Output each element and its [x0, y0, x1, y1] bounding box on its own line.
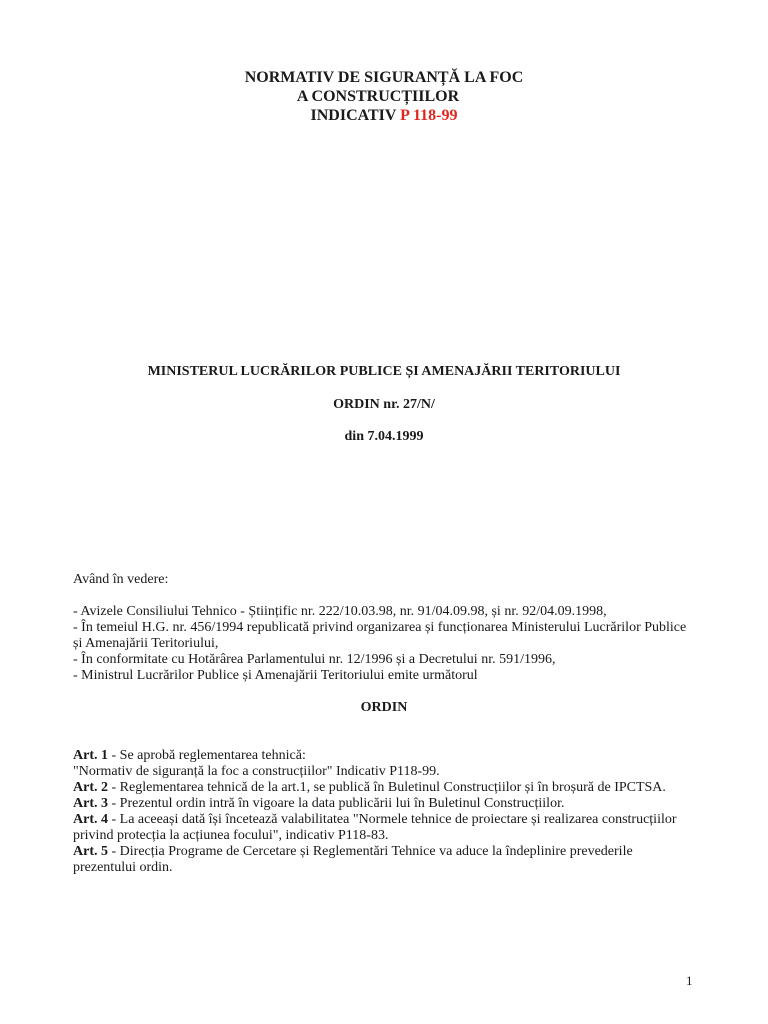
- ministry-name: MINISTERUL LUCRĂRILOR PUBLICE ȘI AMENAJĂRII TERITORIULUI: [147, 364, 621, 379]
- article-label: Art. 2: [73, 780, 108, 795]
- consideration-item: - În conformitate cu Hotărârea Parlamentului nr. 12/1996 și a Decretului nr. 591/1996,: [73, 652, 556, 667]
- title-line-1: NORMATIV DE SIGURANȚĂ LA FOC: [244, 69, 524, 86]
- order-number: ORDIN nr. 27/N/: [333, 397, 435, 412]
- article-text: - Reglementarea tehnică de la art.1, se publică în Buletinul Construcțiilor și în broșură de IPCTSA.: [108, 780, 666, 795]
- article-text: - Direcția Programe de Cercetare și Reglementări Tehnice va aduce la îndeplinire prevederile prezentului ordin.: [73, 844, 633, 875]
- page-number: 1: [686, 973, 693, 988]
- article-item: [73, 748, 693, 764]
- article-text: "Normativ de siguranță la foc a construcțiilor" Indicativ P118-99.: [73, 764, 440, 779]
- articles-list: [73, 748, 693, 876]
- article-text: - Se aprobă reglementarea tehnică:: [108, 748, 306, 763]
- article-label: Art. 1: [73, 748, 108, 763]
- document-title: [0, 68, 768, 125]
- article-item: [73, 780, 693, 796]
- consideration-item: - Avizele Consiliului Tehnico - Științific nr. 222/10.03.98, nr. 91/04.09.98, și nr. 92/04.09.1998,: [73, 604, 607, 619]
- ordin-heading: ORDIN: [360, 700, 408, 715]
- article-item: [73, 796, 693, 812]
- consideration-item: - În temeiul H.G. nr. 456/1994 republicată privind organizarea și funcționarea Ministerului Lucrărilor Publice și Amenajării Teritoriului,: [73, 620, 687, 651]
- title-line-2: A CONSTRUCȚIILOR: [296, 88, 460, 105]
- title-indicativ-code: P 118-99: [400, 107, 458, 124]
- order-date: din 7.04.1999: [344, 429, 424, 444]
- intro-text: Având în vedere:: [73, 572, 169, 587]
- considerations-list: [73, 604, 693, 684]
- article-item: [73, 844, 693, 876]
- title-indicativ-label: INDICATIV: [310, 107, 401, 124]
- article-item: [73, 764, 693, 780]
- title-line-3: [0, 106, 768, 125]
- article-text: - La aceeași dată își încetează valabilitatea "Normele tehnice de proiectare și realizarea construcțiilor privind protecția la acțiunea focului", indicativ P118-83.: [73, 812, 677, 843]
- consideration-item: - Ministrul Lucrărilor Publice și Amenajării Teritoriului emite următorul: [73, 668, 478, 683]
- article-item: [73, 812, 693, 844]
- article-label: Art. 5: [73, 844, 108, 859]
- article-text: - Prezentul ordin intră în vigoare la data publicării lui în Buletinul Construcțiilor.: [108, 796, 565, 811]
- article-label: Art. 4: [73, 812, 108, 827]
- article-label: Art. 3: [73, 796, 108, 811]
